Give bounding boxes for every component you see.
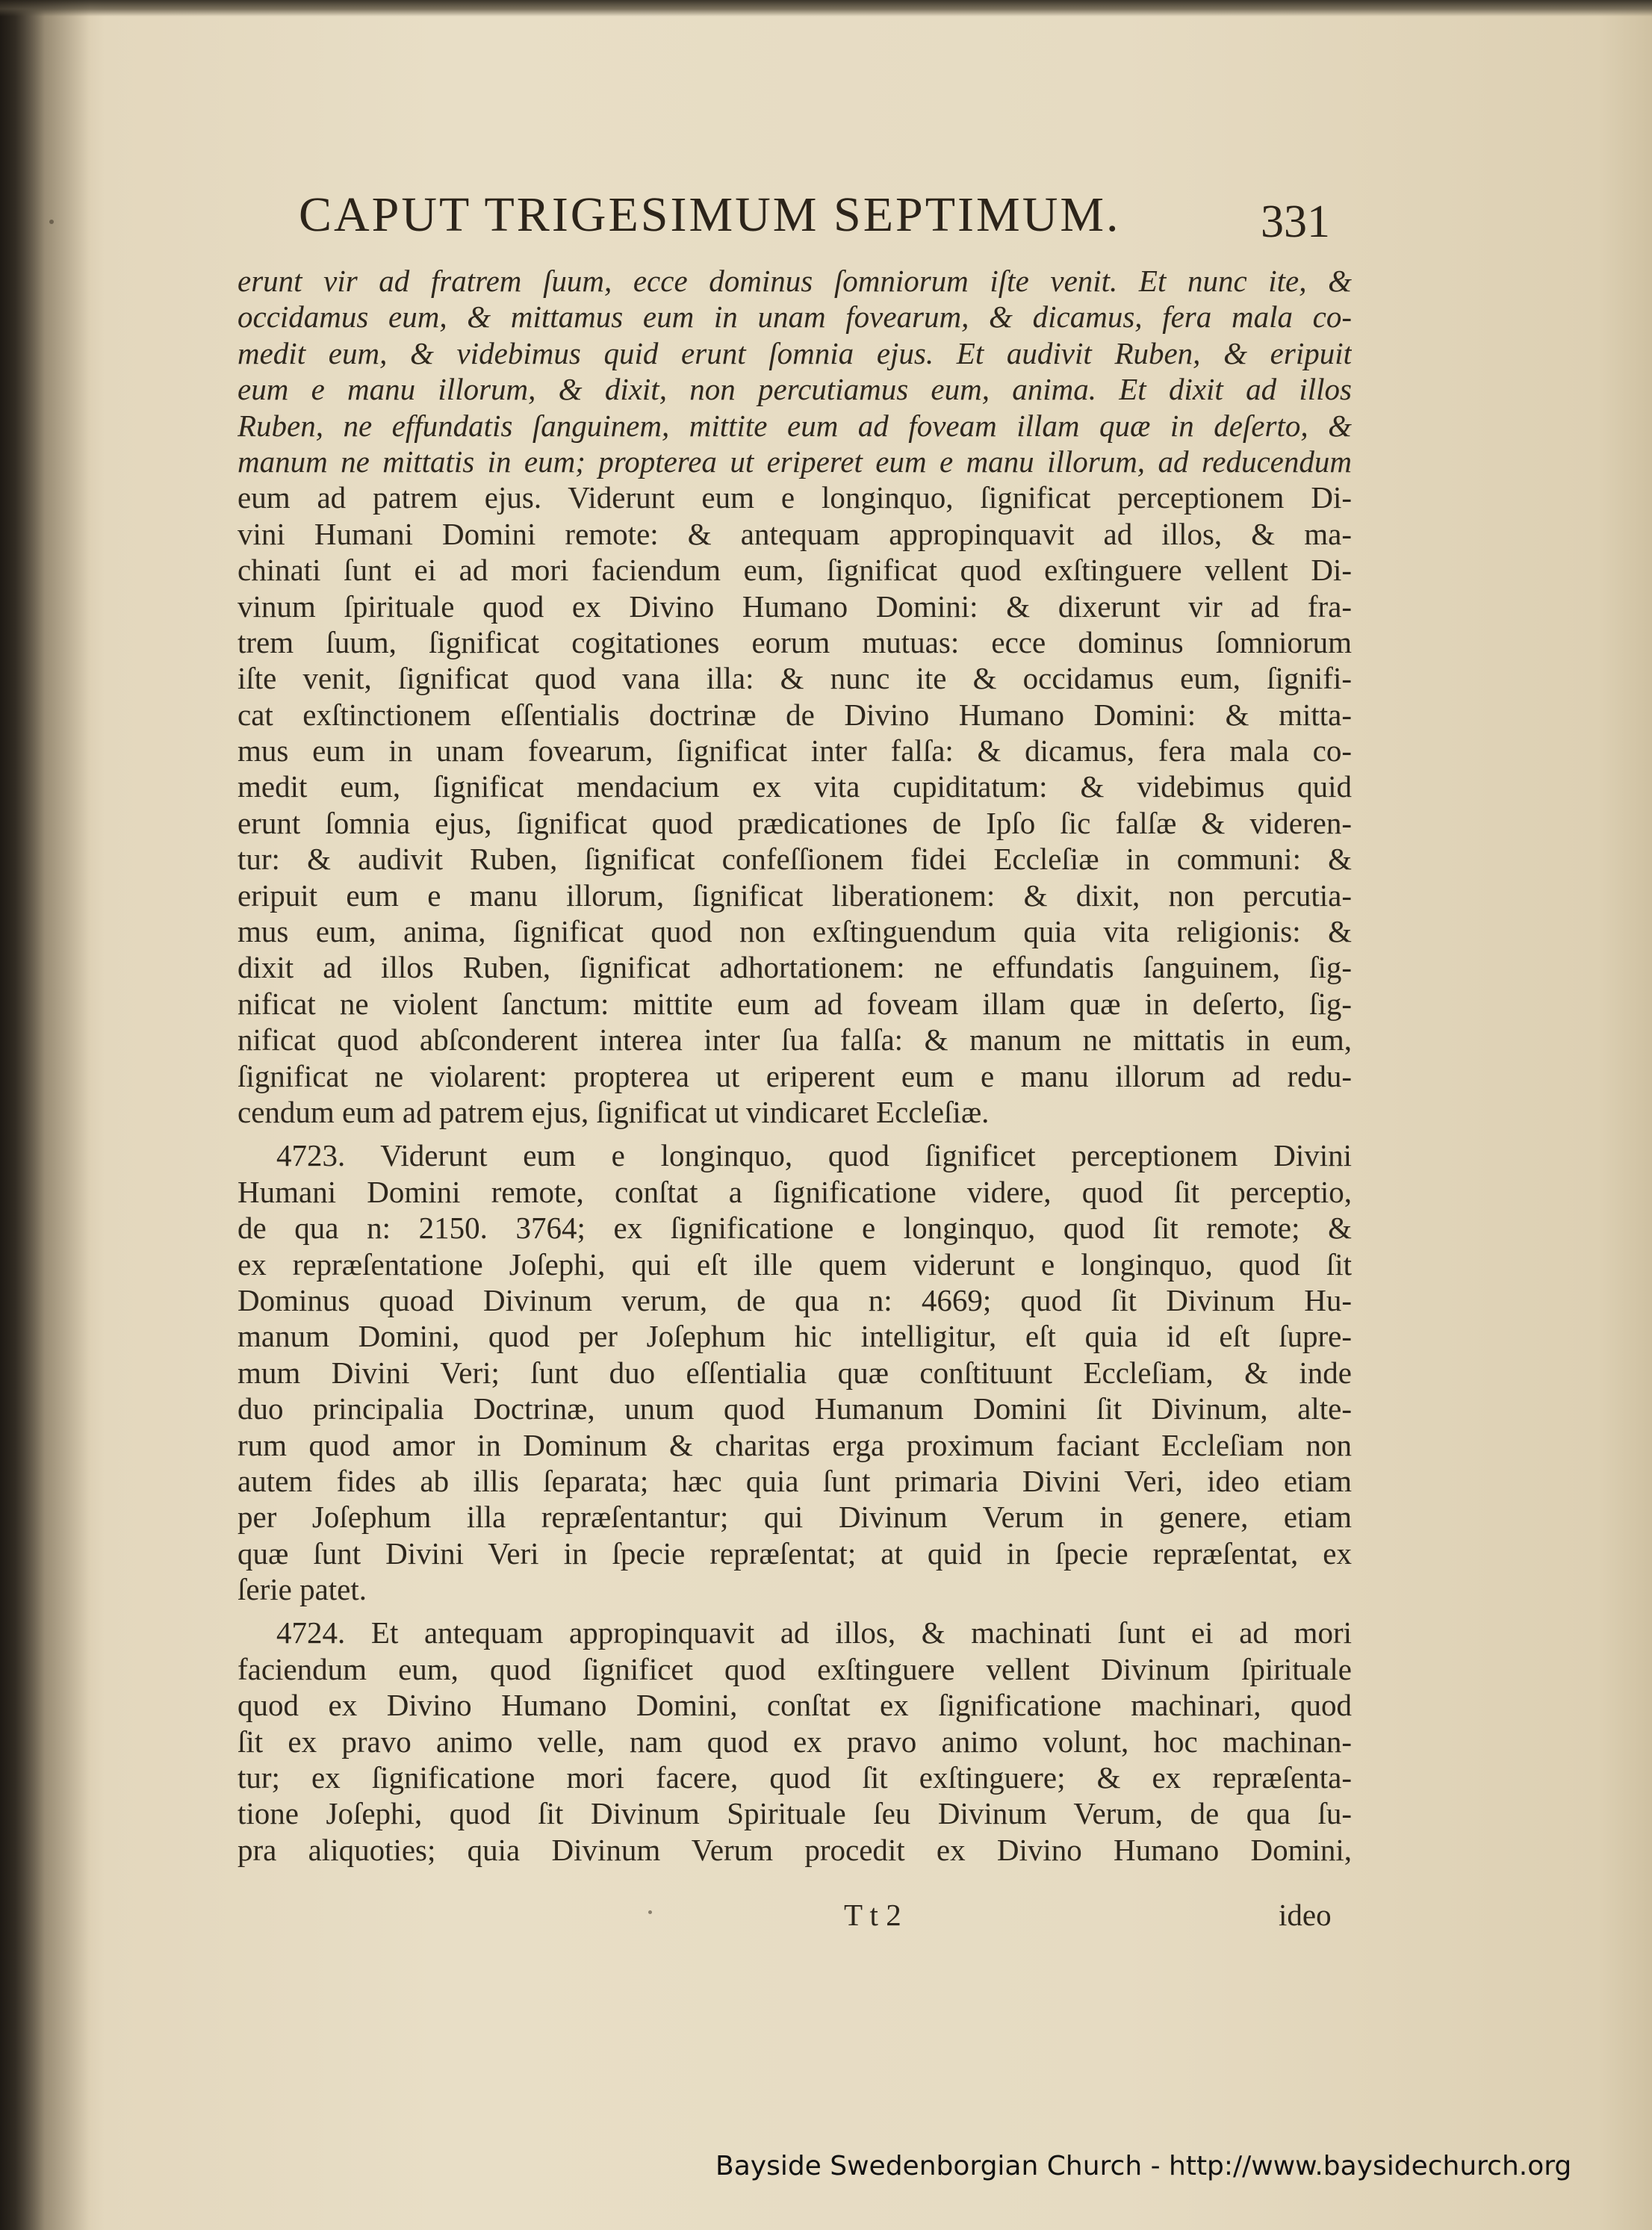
text-line: nificat quod abſconderent interea inter ſua falſa: & manum ne mittatis in eum, [237, 1022, 1352, 1057]
text-line: per Joſephum illa repræſentantur; qui Divinum Verum in genere, etiam [237, 1500, 1352, 1535]
text-line: eripuit eum e manu illorum, ſignificat liberationem: & dixit, non percutia- [237, 878, 1352, 913]
text-line: rum quod amor in Dominum & charitas erga proximum faciant Eccleſiam non [237, 1427, 1352, 1462]
text-line: Dominus quoad Divinum verum, de qua n: 4669; quod ſit Divinum Hu- [237, 1282, 1352, 1317]
text-line: vini Humani Domini remote: & antequam appropinquavit ad illos, & ma- [237, 516, 1352, 551]
text-line: ex repræſentatione Joſephi, qui eſt ille quem viderunt e longinquo, quod ſit [237, 1246, 1352, 1282]
text-line: tur; ex ſignificatione mori facere, quod ſit exſtinguere; & ex repræſenta- [237, 1760, 1352, 1795]
paper-speck [49, 220, 54, 224]
paragraph-gap [237, 1607, 1352, 1615]
text-line: quod ex Divino Humano Domini, conſtat ex ſignificatione machinari, quod [237, 1688, 1352, 1723]
text-line: ſerie patet. [237, 1572, 367, 1607]
text-line: Ruben, ne effundatis ſanguinem, mittite eum ad foveam illam quæ in deſerto, & [237, 408, 1352, 443]
text-line: autem fides ab illis ſeparata; hæc quia ſunt primaria Divini Veri, ideo etiam [237, 1463, 1352, 1498]
text-line: dixit ad illos Ruben, ſignificat adhortationem: ne effundatis ſanguinem, ſig- [237, 950, 1352, 985]
paragraph-start-4724: 4724. Et antequam appropinquavit ad illos, & machinati ſunt ei ad mori [276, 1615, 1352, 1650]
body-text [237, 263, 1352, 1904]
text-line: de qua n: 2150. 3764; ex ſignificatione e longinquo, quod ſit remote; & [237, 1211, 1352, 1246]
page-number: 331 [1261, 196, 1330, 247]
text-line: cendum eum ad patrem ejus, ſignificat ut vindicaret Eccleſiæ. [237, 1094, 990, 1129]
text-line: medit eum, ſignificat mendacium ex vita cupiditatum: & videbimus quid [237, 769, 1352, 804]
text-line: mus eum, anima, ſignificat quod non exſtinguendum quia vita religionis: & [237, 914, 1352, 949]
text-line: trem ſuum, ſignificat cogitationes eorum mutuas: ecce dominus ſomniorum [237, 624, 1352, 659]
text-line: tur: & audivit Ruben, ſignificat confeſſionem fidei Eccleſiæ in communi: & [237, 842, 1352, 877]
text-line: vinum ſpirituale quod ex Divino Humano Domini: & dixerunt vir ad fra- [237, 588, 1352, 624]
text-line: medit eum, & videbimus quid erunt ſomnia ejus. Et audivit Ruben, & eripuit [237, 335, 1352, 370]
text-line: manum ne mittatis in eum; propterea ut eriperet eum e manu illorum, ad reducendum [237, 444, 1352, 479]
text-line: nificat ne violent ſanctum: mittite eum ad foveam illam quæ in deſerto, ſig- [237, 986, 1352, 1021]
text-line: cat exſtinctionem eſſentialis doctrinæ de Divino Humano Domini: & mitta- [237, 697, 1352, 732]
text-line: mum Divini Veri; ſunt duo eſſentialia quæ conſtituunt Eccleſiam, & inde [237, 1355, 1352, 1390]
text-line: eum e manu illorum, & dixit, non percutiamus eum, anima. Et dixit ad illos [237, 372, 1352, 407]
paragraph-gap [237, 1130, 1352, 1137]
text-line: eum ad patrem ejus. Viderunt eum e longinquo, ſignificat perceptionem Di- [237, 480, 1352, 515]
paper-speck [648, 1910, 652, 1914]
text-line: ſit ex pravo animo velle, nam quod ex pravo animo volunt, hoc machinan- [237, 1724, 1352, 1759]
text-line: erunt vir ad fratrem ſuum, ecce dominus ſomniorum iſte venit. Et nunc ite, & [237, 264, 1352, 298]
binding-gutter-shadow [0, 0, 90, 2230]
text-line: Humani Domini remote, conſtat a ſignificatione videre, quod ſit perceptio, [237, 1174, 1352, 1209]
text-line: erunt ſomnia ejus, ſignificat quod prædicationes de Ipſo ſic falſæ & videren- [237, 805, 1352, 840]
page-top-edge [0, 0, 1652, 16]
text-line: pra aliquoties; quia Divinum Verum procedit ex Divino Humano Domini, [237, 1832, 1352, 1867]
text-line: ſignificat ne violarent: propterea ut eriperent eum e manu illorum ad redu- [237, 1058, 1352, 1093]
catchword: ideo [1279, 1898, 1332, 1932]
text-line: duo principalia Doctrinæ, unum quod Humanum Domini ſit Divinum, alte- [237, 1391, 1352, 1426]
text-line: mus eum in unam fovearum, ſignificat inter falſa: & dicamus, fera mala co- [237, 733, 1352, 768]
text-line [237, 1868, 1352, 1904]
watermark: Bayside Swedenborgian Church - http://www.baysidechurch.org [715, 2151, 1572, 2181]
text-line: quæ ſunt Divini Veri in ſpecie repræſentat; at quid in ſpecie repræſentat, ex [237, 1535, 1352, 1571]
text-line: manum Domini, quod per Joſephum hic intelligitur, eſt quia id eſt ſupre- [237, 1319, 1352, 1354]
text-line: occidamus eum, & mittamus eum in unam fovearum, & dicamus, fera mala co- [237, 299, 1352, 335]
text-line: tione Joſephi, quod ſit Divinum Spirituale ſeu Divinum Verum, de qua ſu- [237, 1796, 1352, 1831]
paragraph-start-4723: 4723. Viderunt eum e longinquo, quod ſignificet perceptionem Divini [276, 1138, 1352, 1173]
running-head: CAPUT TRIGESIMUM SEPTIMUM. [299, 187, 1121, 242]
signature-mark: T t 2 [844, 1898, 901, 1932]
text-line: faciendum eum, quod ſignificet quod exſtinguere vellent Divinum ſpirituale [237, 1651, 1352, 1686]
text-line: iſte venit, ſignificat quod vana illa: & nunc ite & occidamus eum, ſignifi- [237, 661, 1352, 696]
text-line: chinati ſunt ei ad mori faciendum eum, ſignificat quod exſtinguere vellent Di- [237, 553, 1352, 588]
